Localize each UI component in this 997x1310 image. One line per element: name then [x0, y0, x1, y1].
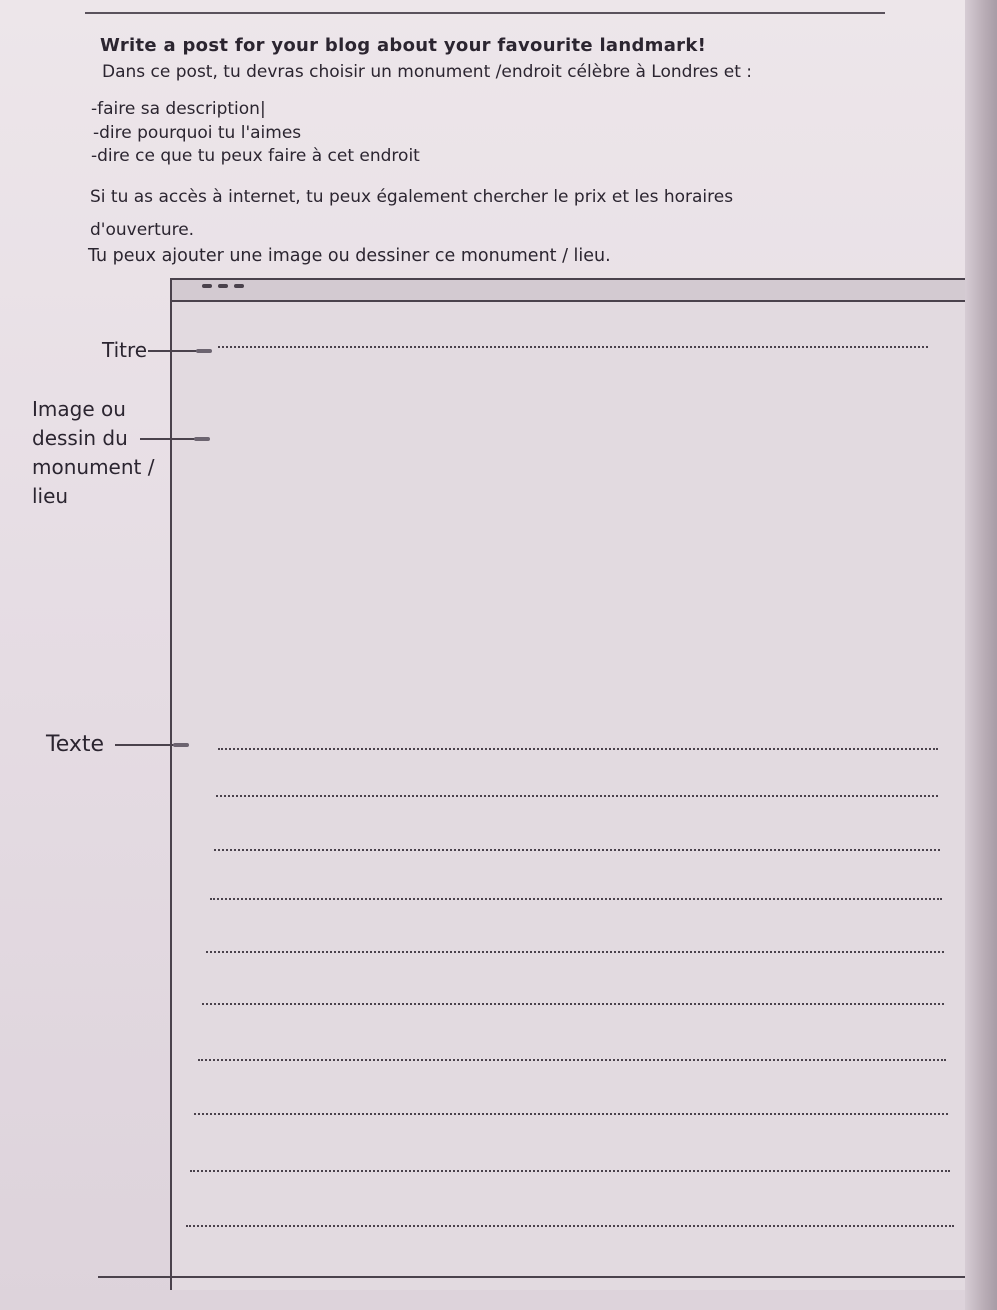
- title-writing-line[interactable]: [218, 346, 928, 348]
- text-writing-line[interactable]: [218, 748, 938, 750]
- text-writing-line[interactable]: [186, 1225, 954, 1227]
- text-writing-line[interactable]: [206, 951, 944, 953]
- text-writing-line[interactable]: [198, 1059, 946, 1061]
- window-dot: [234, 284, 244, 288]
- text-writing-line[interactable]: [190, 1170, 950, 1172]
- instruction-item: -faire sa description|: [91, 99, 266, 119]
- image-pointer: [140, 438, 196, 440]
- window-dot: [202, 284, 212, 288]
- window-dot: [218, 284, 228, 288]
- text-label: Texte: [46, 732, 105, 757]
- text-writing-line[interactable]: [202, 1003, 944, 1005]
- text-writing-line[interactable]: [214, 849, 940, 851]
- page-edge-shadow: [965, 0, 997, 1310]
- extra-instruction: d'ouverture.: [90, 220, 195, 240]
- text-writing-line[interactable]: [216, 795, 938, 797]
- title-label: Titre: [102, 338, 148, 362]
- intro-text: Dans ce post, tu devras choisir un monument /endroit célèbre à Londres et :: [102, 62, 753, 82]
- text-writing-line[interactable]: [194, 1113, 948, 1115]
- blog-window-frame: [170, 278, 972, 1290]
- frame-bottom-line: [98, 1276, 968, 1278]
- extra-instruction: Si tu as accès à internet, tu peux également chercher le prix et les horaires: [90, 187, 734, 207]
- instruction-item: -dire pourquoi tu l'aimes: [93, 123, 302, 143]
- image-label: Image ou dessin du monument / lieu: [32, 397, 155, 508]
- title-pointer: [148, 350, 198, 352]
- window-dots: [202, 284, 244, 288]
- top-rule: [85, 12, 885, 14]
- window-toolbar: [172, 280, 972, 302]
- text-writing-line[interactable]: [210, 898, 942, 900]
- text-pointer: [115, 744, 175, 746]
- extra-instruction: Tu peux ajouter une image ou dessiner ce monument / lieu.: [88, 246, 611, 266]
- heading: Write a post for your blog about your favourite landmark!: [100, 35, 707, 56]
- instruction-item: -dire ce que tu peux faire à cet endroit: [91, 146, 420, 166]
